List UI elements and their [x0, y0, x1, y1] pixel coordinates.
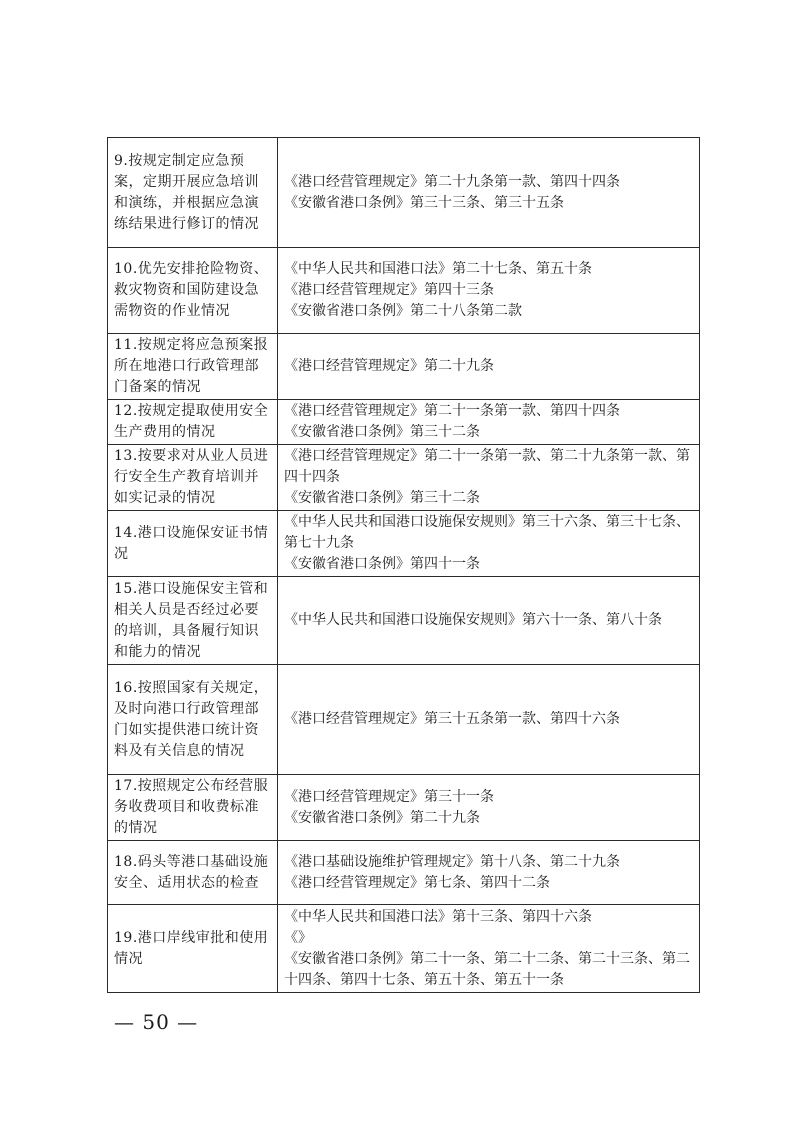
- legal-basis-line: 《港口经营管理规定》第二十一条第一款、第二十九条第一款、第四十四条: [284, 448, 690, 485]
- item-cell: 17.按照规定公布经营服务收费项目和收费标准的情况: [108, 775, 278, 841]
- legal-basis-line: 《港口经营管理规定》第三十五条第一款、第四十六条: [284, 711, 620, 727]
- legal-basis-cell: [278, 248, 700, 334]
- legal-basis-line: 《港口经营管理规定》第七条、第四十二条: [284, 874, 550, 891]
- legal-basis-cell: [278, 334, 700, 400]
- legal-basis-line: 《安徽省港口条例》第二十一条、第二十二条、第二十三条、第二十四条、第四十七条、第五十条、第五十一条: [284, 950, 690, 988]
- legal-basis-cell: [278, 577, 700, 665]
- legal-basis-cell: [278, 665, 700, 775]
- legal-basis-line: 《中华人民共和国港口设施保安规则》第六十一条、第八十条: [284, 612, 662, 628]
- legal-basis-line: 《港口经营管理规定》第二十九条: [284, 358, 494, 374]
- table-row: [108, 334, 700, 400]
- item-cell: 15.港口设施保安主管和相关人员是否经过必要的培训，具备履行知识和能力的情况: [108, 577, 278, 665]
- legal-basis-line: 《中华人民共和国港口法》第十三条、第四十六条: [284, 908, 592, 925]
- legal-basis-line: 《安徽省港口条例》第三十三条、第三十五条: [284, 194, 564, 211]
- item-cell: 13.按要求对从业人员进行安全生产教育培训并如实记录的情况: [108, 445, 278, 511]
- legal-basis-cell: [278, 138, 700, 248]
- table-row: [108, 511, 700, 577]
- table-row: [108, 138, 700, 248]
- legal-basis-line: 《港口经营管理规定》第三十一条: [284, 788, 494, 805]
- item-cell: 11.按规定将应急预案报所在地港口行政管理部门备案的情况: [108, 334, 278, 400]
- legal-basis-line: 《安徽省港口条例》第二十八条第二款: [284, 303, 522, 319]
- item-cell: 19.港口岸线审批和使用情况: [108, 905, 278, 993]
- table-row: [108, 400, 700, 445]
- table-body: [108, 138, 700, 993]
- legal-basis-line: 《安徽省港口条例》第四十一条: [284, 556, 480, 572]
- legal-basis-line: 《港口基础设施维护管理规定》第十八条、第二十九条: [284, 853, 620, 870]
- legal-basis-line: 《港口经营管理规定》第四十三条: [284, 282, 494, 298]
- legal-basis-line: 《中华人民共和国港口设施保安规则》第三十六条、第三十七条、第七十九条: [284, 514, 690, 551]
- legal-basis-line: 《港口经营管理规定》第二十一条第一款、第四十四条: [284, 403, 620, 419]
- table-row: [108, 841, 700, 905]
- legal-basis-cell: [278, 400, 700, 445]
- item-cell: 10.优先安排抢险物资、救灾物资和国防建设急需物资的作业情况: [108, 248, 278, 334]
- legal-basis-line: 《安徽省港口条例》第三十二条: [284, 490, 480, 506]
- legal-basis-line: 《港口经营管理规定》第二十九条第一款、第四十四条: [284, 173, 620, 190]
- legal-basis-cell: [278, 841, 700, 905]
- table-row: [108, 248, 700, 334]
- item-cell: 9.按规定制定应急预案，定期开展应急培训和演练，并根据应急演练结果进行修订的情况: [108, 138, 278, 248]
- table-row: [108, 775, 700, 841]
- page-number: — 50 —: [114, 1010, 199, 1034]
- legal-basis-cell: [278, 905, 700, 993]
- item-cell: 14.港口设施保安证书情况: [108, 511, 278, 577]
- item-cell: 12.按规定提取使用安全生产费用的情况: [108, 400, 278, 445]
- legal-basis-cell: [278, 445, 700, 511]
- inspection-items-table: [107, 137, 700, 993]
- item-cell: 16.按照国家有关规定，及时向港口行政管理部门如实提供港口统计资料及有关信息的情况: [108, 665, 278, 775]
- legal-basis-cell: [278, 775, 700, 841]
- legal-basis-line: 《安徽省港口条例》第三十二条: [284, 424, 480, 440]
- table-row: [108, 445, 700, 511]
- table-row: [108, 577, 700, 665]
- legal-basis-line: 《安徽省港口条例》第二十九条: [284, 809, 480, 826]
- legal-basis-cell: [278, 511, 700, 577]
- legal-basis-line: 《中华人民共和国港口法》第二十七条、第五十条: [284, 261, 592, 277]
- legal-basis-line: 《》: [284, 929, 312, 946]
- table-row: [108, 905, 700, 993]
- item-cell: 18.码头等港口基础设施安全、适用状态的检查: [108, 841, 278, 905]
- table-row: [108, 665, 700, 775]
